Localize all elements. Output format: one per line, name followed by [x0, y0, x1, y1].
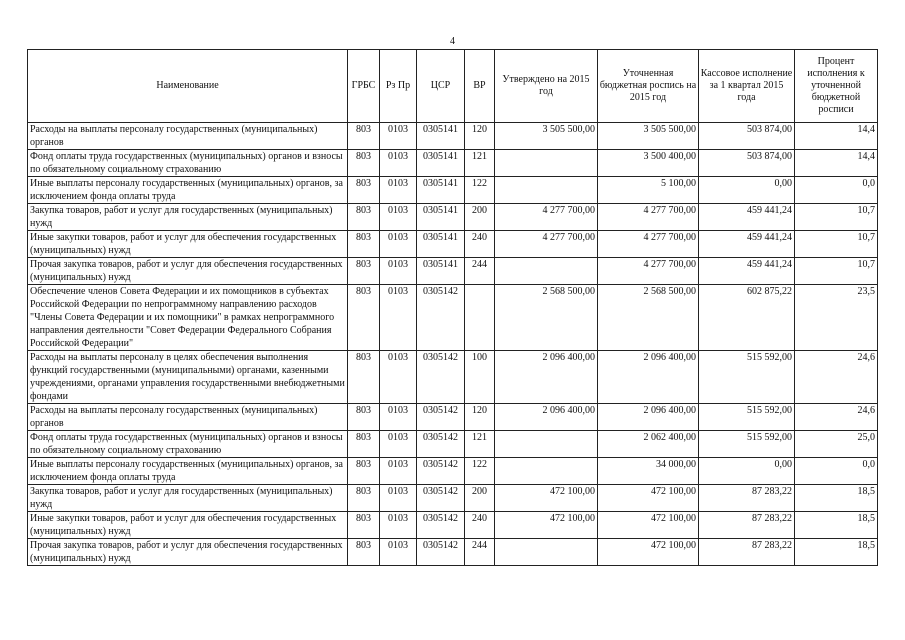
- cell-grbs: 803: [348, 485, 380, 512]
- cell-vr: [465, 285, 495, 351]
- cell-name: Прочая закупка товаров, работ и услуг для обеспечения государственных (муниципальных) нужд: [28, 539, 348, 566]
- cell-vr: 121: [465, 150, 495, 177]
- cell-percent: 0,0: [795, 458, 878, 485]
- cell-csr: 0305142: [417, 404, 465, 431]
- cell-csr: 0305142: [417, 512, 465, 539]
- cell-refined: 2 096 400,00: [598, 351, 699, 404]
- cell-percent: 24,6: [795, 404, 878, 431]
- table-row: [28, 150, 878, 177]
- cell-cash: 503 874,00: [699, 123, 795, 150]
- column-header-grbs: ГРБС: [348, 50, 380, 123]
- cell-csr: 0305141: [417, 204, 465, 231]
- cell-vr: 120: [465, 123, 495, 150]
- cell-grbs: 803: [348, 431, 380, 458]
- cell-name: Иные закупки товаров, работ и услуг для обеспечения государственных (муниципальных) нужд: [28, 231, 348, 258]
- cell-grbs: 803: [348, 123, 380, 150]
- column-header-cash: Кассовое исполнение за 1 квартал 2015 года: [699, 50, 795, 123]
- table-row: [28, 204, 878, 231]
- cell-approved: [495, 431, 598, 458]
- table-row: [28, 258, 878, 285]
- cell-approved: [495, 177, 598, 204]
- cell-approved: 3 505 500,00: [495, 123, 598, 150]
- cell-cash: 87 283,22: [699, 539, 795, 566]
- cell-grbs: 803: [348, 285, 380, 351]
- cell-rzpr: 0103: [380, 258, 417, 285]
- cell-csr: 0305142: [417, 431, 465, 458]
- cell-cash: 459 441,24: [699, 258, 795, 285]
- cell-cash: 87 283,22: [699, 485, 795, 512]
- cell-name: Иные выплаты персоналу государственных (муниципальных) органов, за исключением фонда оплаты труда: [28, 458, 348, 485]
- cell-csr: 0305141: [417, 177, 465, 204]
- cell-vr: 122: [465, 177, 495, 204]
- cell-rzpr: 0103: [380, 231, 417, 258]
- table-body: [28, 123, 878, 566]
- cell-csr: 0305142: [417, 485, 465, 512]
- table-row: [28, 231, 878, 258]
- cell-percent: 0,0: [795, 177, 878, 204]
- cell-refined: 4 277 700,00: [598, 258, 699, 285]
- cell-cash: 0,00: [699, 458, 795, 485]
- cell-name: Иные выплаты персоналу государственных (муниципальных) органов, за исключением фонда оплаты труда: [28, 177, 348, 204]
- column-header-rzpr: Рз Пр: [380, 50, 417, 123]
- cell-rzpr: 0103: [380, 285, 417, 351]
- cell-csr: 0305141: [417, 231, 465, 258]
- cell-vr: 100: [465, 351, 495, 404]
- table-row: [28, 485, 878, 512]
- cell-cash: 87 283,22: [699, 512, 795, 539]
- cell-rzpr: 0103: [380, 485, 417, 512]
- cell-percent: 18,5: [795, 539, 878, 566]
- cell-rzpr: 0103: [380, 204, 417, 231]
- cell-grbs: 803: [348, 150, 380, 177]
- cell-name: Расходы на выплаты персоналу государственных (муниципальных) органов: [28, 123, 348, 150]
- cell-cash: 459 441,24: [699, 204, 795, 231]
- table-row: [28, 285, 878, 351]
- cell-rzpr: 0103: [380, 431, 417, 458]
- cell-approved: [495, 458, 598, 485]
- cell-approved: 2 568 500,00: [495, 285, 598, 351]
- cell-csr: 0305142: [417, 285, 465, 351]
- cell-vr: 121: [465, 431, 495, 458]
- cell-csr: 0305141: [417, 258, 465, 285]
- cell-grbs: 803: [348, 539, 380, 566]
- column-header-approved: Утверждено на 2015 год: [495, 50, 598, 123]
- column-header-csr: ЦСР: [417, 50, 465, 123]
- cell-approved: [495, 539, 598, 566]
- cell-refined: 5 100,00: [598, 177, 699, 204]
- cell-cash: 0,00: [699, 177, 795, 204]
- cell-name: Иные закупки товаров, работ и услуг для обеспечения государственных (муниципальных) нужд: [28, 512, 348, 539]
- cell-vr: 200: [465, 204, 495, 231]
- cell-refined: 472 100,00: [598, 485, 699, 512]
- cell-grbs: 803: [348, 177, 380, 204]
- cell-grbs: 803: [348, 458, 380, 485]
- cell-refined: 472 100,00: [598, 512, 699, 539]
- cell-percent: 24,6: [795, 351, 878, 404]
- cell-name: Расходы на выплаты персоналу государственных (муниципальных) органов: [28, 404, 348, 431]
- table-row: [28, 404, 878, 431]
- cell-percent: 18,5: [795, 512, 878, 539]
- cell-refined: 2 062 400,00: [598, 431, 699, 458]
- cell-rzpr: 0103: [380, 123, 417, 150]
- cell-grbs: 803: [348, 351, 380, 404]
- cell-name: Прочая закупка товаров, работ и услуг для обеспечения государственных (муниципальных) нужд: [28, 258, 348, 285]
- cell-refined: 2 096 400,00: [598, 404, 699, 431]
- budget-execution-table: [27, 49, 878, 566]
- cell-vr: 240: [465, 231, 495, 258]
- cell-cash: 515 592,00: [699, 404, 795, 431]
- cell-name: Обеспечение членов Совета Федерации и их помощников в субъектах Российской Федерации по непрограммному направлению расходов "Члены Совета Федерации и их помощники" в рамках непрограммного направления деятельности "Совет Федерации Федерального Собрания Российской Федерации": [28, 285, 348, 351]
- cell-refined: 472 100,00: [598, 539, 699, 566]
- cell-csr: 0305141: [417, 150, 465, 177]
- cell-vr: 244: [465, 258, 495, 285]
- table-row: [28, 539, 878, 566]
- cell-name: Закупка товаров, работ и услуг для государственных (муниципальных) нужд: [28, 485, 348, 512]
- cell-name: Фонд оплаты труда государственных (муниципальных) органов и взносы по обязательному социальному страхованию: [28, 431, 348, 458]
- cell-vr: 122: [465, 458, 495, 485]
- table-row: [28, 512, 878, 539]
- cell-approved: [495, 258, 598, 285]
- cell-vr: 240: [465, 512, 495, 539]
- cell-percent: 10,7: [795, 258, 878, 285]
- table-row: [28, 431, 878, 458]
- cell-vr: 120: [465, 404, 495, 431]
- cell-rzpr: 0103: [380, 150, 417, 177]
- cell-cash: 602 875,22: [699, 285, 795, 351]
- cell-percent: 10,7: [795, 231, 878, 258]
- cell-percent: 18,5: [795, 485, 878, 512]
- table-row: [28, 123, 878, 150]
- page-number: 4: [450, 36, 455, 47]
- cell-name: Расходы на выплаты персоналу в целях обеспечения выполнения функций государственными (муниципальными) органами, казенными учреждениями, органами управления государственными внебюджетными фондами: [28, 351, 348, 404]
- cell-refined: 2 568 500,00: [598, 285, 699, 351]
- cell-name: Закупка товаров, работ и услуг для государственных (муниципальных) нужд: [28, 204, 348, 231]
- cell-grbs: 803: [348, 204, 380, 231]
- cell-csr: 0305142: [417, 458, 465, 485]
- cell-percent: 14,4: [795, 150, 878, 177]
- cell-csr: 0305141: [417, 123, 465, 150]
- cell-grbs: 803: [348, 404, 380, 431]
- cell-rzpr: 0103: [380, 458, 417, 485]
- table-row: [28, 458, 878, 485]
- cell-approved: [495, 150, 598, 177]
- column-header-vr: ВР: [465, 50, 495, 123]
- cell-rzpr: 0103: [380, 512, 417, 539]
- cell-approved: 472 100,00: [495, 512, 598, 539]
- cell-approved: 2 096 400,00: [495, 351, 598, 404]
- column-header-refined: Уточненная бюджетная роспись на 2015 год: [598, 50, 699, 123]
- cell-cash: 459 441,24: [699, 231, 795, 258]
- cell-approved: 4 277 700,00: [495, 204, 598, 231]
- cell-refined: 34 000,00: [598, 458, 699, 485]
- cell-percent: 23,5: [795, 285, 878, 351]
- table-row: [28, 177, 878, 204]
- cell-refined: 3 505 500,00: [598, 123, 699, 150]
- cell-rzpr: 0103: [380, 404, 417, 431]
- table-row: [28, 351, 878, 404]
- cell-rzpr: 0103: [380, 539, 417, 566]
- cell-approved: 2 096 400,00: [495, 404, 598, 431]
- cell-cash: 515 592,00: [699, 351, 795, 404]
- cell-grbs: 803: [348, 231, 380, 258]
- cell-vr: 200: [465, 485, 495, 512]
- cell-vr: 244: [465, 539, 495, 566]
- cell-grbs: 803: [348, 512, 380, 539]
- cell-refined: 4 277 700,00: [598, 231, 699, 258]
- cell-approved: 472 100,00: [495, 485, 598, 512]
- cell-cash: 515 592,00: [699, 431, 795, 458]
- cell-cash: 503 874,00: [699, 150, 795, 177]
- cell-approved: 4 277 700,00: [495, 231, 598, 258]
- column-header-percent: Процент исполнения к уточненной бюджетной росписи: [795, 50, 878, 123]
- cell-refined: 3 500 400,00: [598, 150, 699, 177]
- cell-percent: 14,4: [795, 123, 878, 150]
- cell-name: Фонд оплаты труда государственных (муниципальных) органов и взносы по обязательному социальному страхованию: [28, 150, 348, 177]
- cell-rzpr: 0103: [380, 177, 417, 204]
- cell-percent: 25,0: [795, 431, 878, 458]
- column-header-name: Наименование: [28, 50, 348, 123]
- cell-percent: 10,7: [795, 204, 878, 231]
- cell-csr: 0305142: [417, 351, 465, 404]
- cell-refined: 4 277 700,00: [598, 204, 699, 231]
- cell-rzpr: 0103: [380, 351, 417, 404]
- cell-csr: 0305142: [417, 539, 465, 566]
- table-header-row: [28, 50, 878, 123]
- cell-grbs: 803: [348, 258, 380, 285]
